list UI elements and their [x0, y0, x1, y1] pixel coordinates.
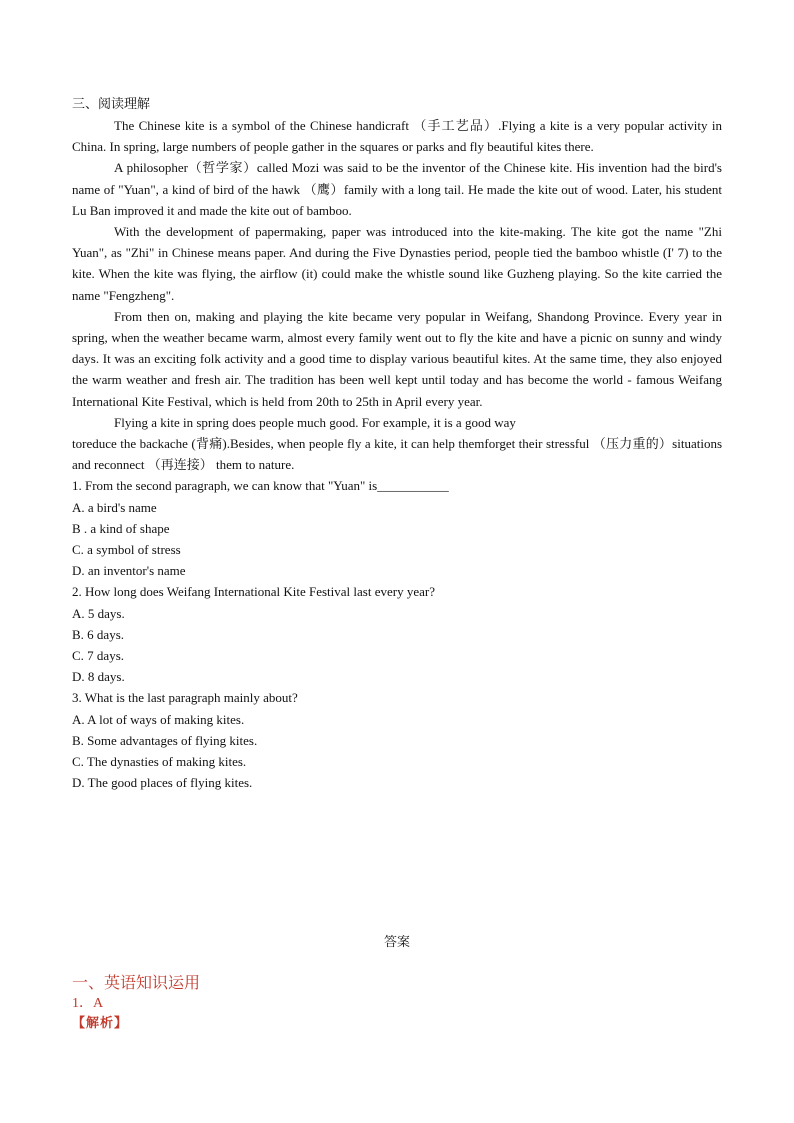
- option-a: A. A lot of ways of making kites.: [72, 711, 245, 727]
- question-stem: 2. How long does Weifang International Kite Festival last every year?: [72, 584, 435, 600]
- passage-paragraph-5-line-1: Flying a kite in spring does people much good. For example, it is a good way: [114, 414, 516, 430]
- first-answer: 1．A: [72, 996, 104, 1011]
- option-b: B . a kind of shape: [72, 520, 170, 536]
- reading-section: [72, 94, 722, 793]
- passage-paragraph-4: From then on, making and playing the kite became very popular in Weifang, Shandong Province. Every year in spring, when the weather became warm, almost every family went out to fly the kite and have a picnic on sunny and windy days. It was an exciting folk activity and a good time to display various beautiful kites. At the same time, they also enjoyed the warm weather and fresh air. The tradition has been well kept until today and has become the world - famous Weifang International Kite Festival, which is held from 20th to 25th in April every year.: [72, 308, 722, 409]
- question-stem: 1. From the second paragraph, we can know that "Yuan" is___________: [72, 478, 449, 494]
- section-title: 三、阅读理解: [72, 97, 151, 112]
- question-3: [72, 687, 722, 793]
- analysis-label: 【解析】: [72, 1016, 129, 1031]
- option-c: C. a symbol of stress: [72, 542, 181, 557]
- answer-heading: 答案: [383, 935, 410, 950]
- option-d: D. an inventor's name: [72, 563, 186, 579]
- passage-paragraph-5-rest: toreduce the backache (背痛).Besides, when people fly a kite, it can help themforget their stressful （压力重的）situations and reconnect （再连接） them to nature.: [72, 436, 722, 473]
- option-b: B. 6 days.: [72, 626, 124, 642]
- question-1: [72, 475, 722, 581]
- question-stem: 3. What is the last paragraph mainly about?: [72, 690, 298, 706]
- passage-paragraph-2: A philosopher（哲学家）called Mozi was said to be the inventor of the Chinese kite. His invention had the bird's name of "Yuan", a kind of bird of the hawk （鹰）family with a long tail. He made the kite out of wood. Later, his student Lu Ban improved it and made the kite out of bamboo.: [72, 160, 722, 218]
- option-d: D. 8 days.: [72, 669, 125, 685]
- passage-paragraph-1: The Chinese kite is a symbol of the Chinese handicraft （手工艺品）.Flying a kite is a very popular activity in China. In spring, large numbers of people gather in the squares or parks and fly beautiful kites there.: [72, 118, 722, 155]
- passage-paragraph-3: With the development of papermaking, paper was introduced into the kite-making. The kite got the name "Zhi Yuan", as "Zhi" in Chinese means paper. And during the Five Dynasties period, people tied the bamboo whistle (I' 7) to the kite. When the kite was flying, the airflow (it) could make the whistle sound like Guzheng playing. So the kite carried the name "Fengzheng".: [72, 224, 722, 303]
- option-c: C. 7 days.: [72, 647, 124, 663]
- option-d: D. The good places of flying kites.: [72, 775, 253, 791]
- option-b: B. Some advantages of flying kites.: [72, 732, 258, 748]
- option-c: C. The dynasties of making kites.: [72, 753, 247, 769]
- option-a: A. a bird's name: [72, 499, 157, 515]
- question-2: [72, 581, 722, 687]
- part-heading: 一、英语知识运用: [72, 973, 201, 992]
- option-a: A. 5 days.: [72, 605, 125, 621]
